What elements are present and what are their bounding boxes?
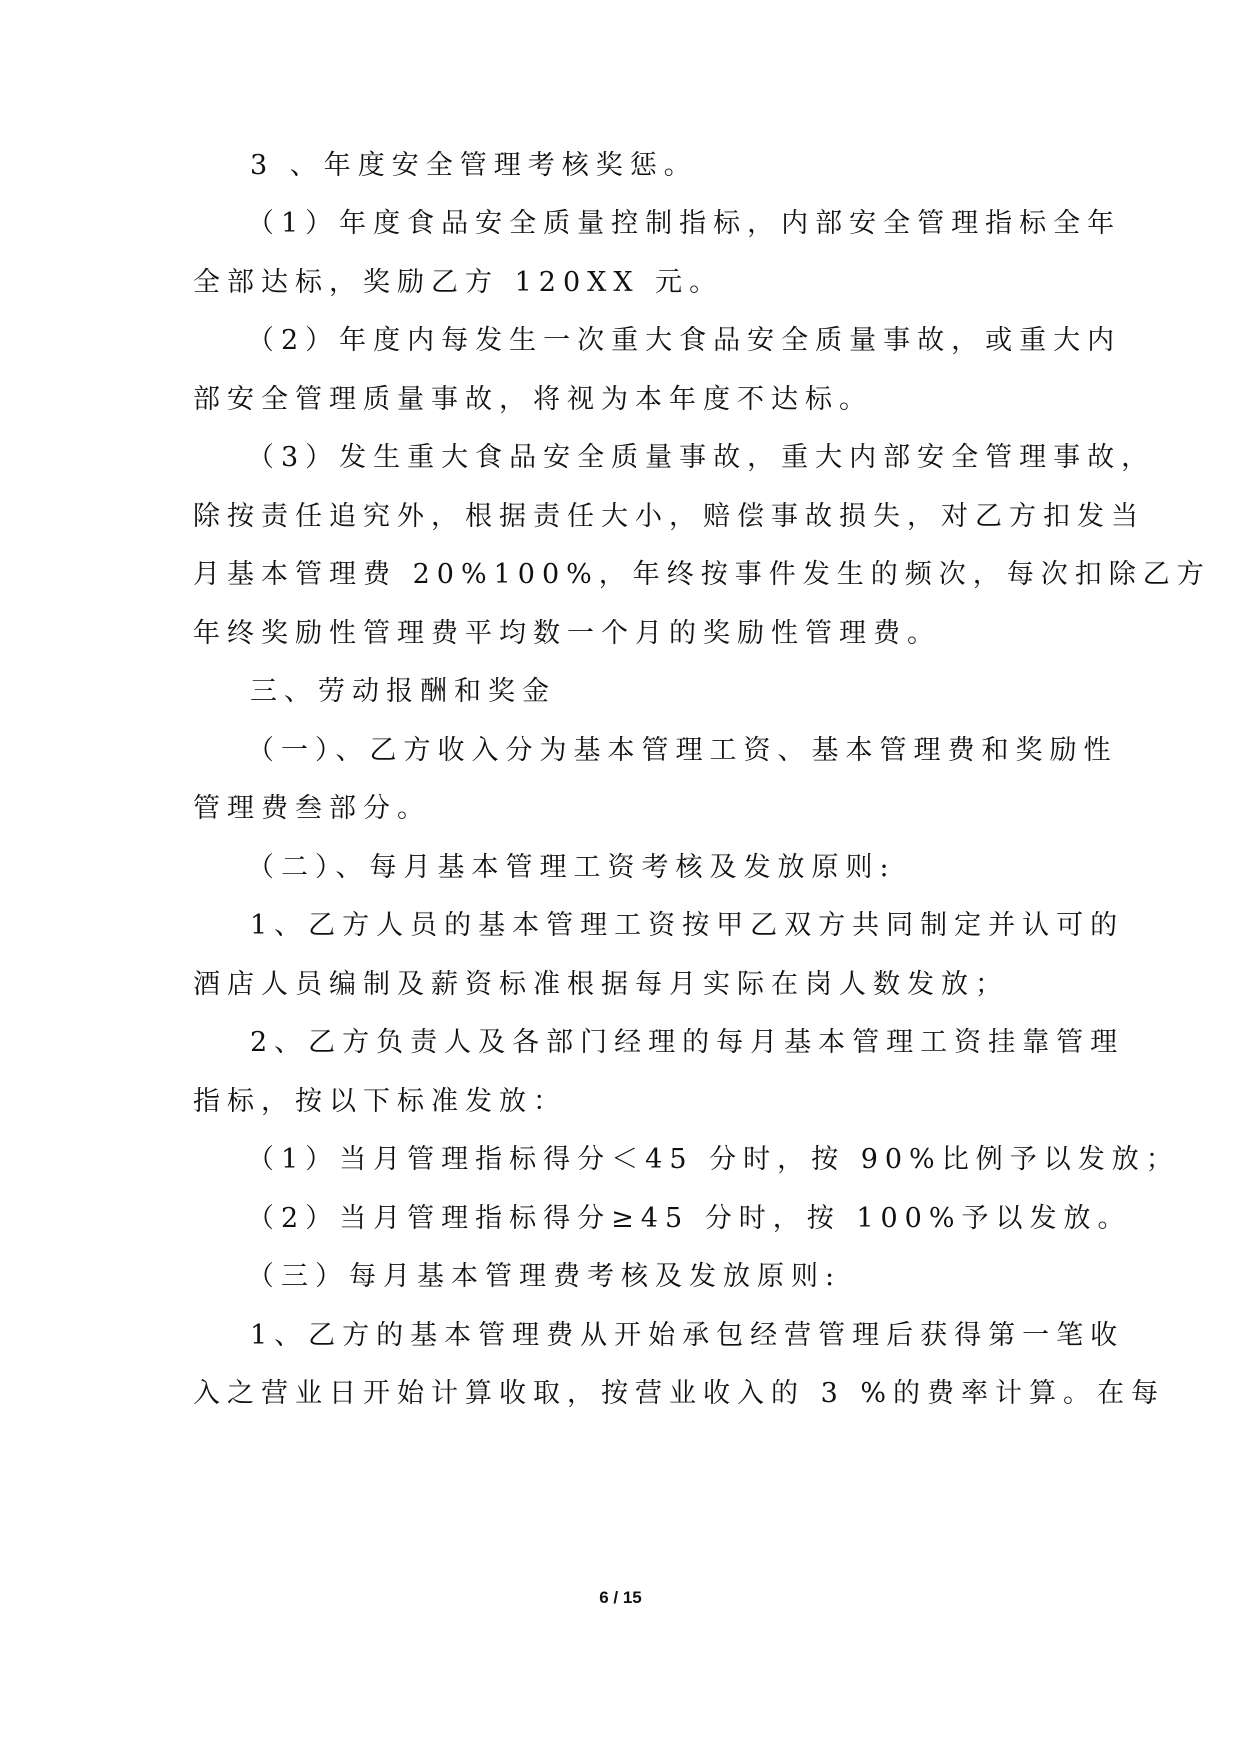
- paragraph-line: （1）年度食品安全质量控制指标，内部安全管理指标全年: [247, 208, 1122, 239]
- paragraph-line: 1、乙方人员的基本管理工资按甲乙双方共同制定并认可的: [250, 910, 1125, 941]
- paragraph-line: 管理费叁部分。: [193, 793, 431, 824]
- paragraph-line: 1、乙方的基本管理费从开始承包经营管理后获得第一笔收: [250, 1320, 1125, 1351]
- paragraph-line: （3）发生重大食品安全质量事故，重大内部安全管理事故，: [247, 442, 1156, 473]
- paragraph-line: 3 、年度安全管理考核奖惩。: [250, 150, 698, 181]
- paragraph-line: 入之营业日开始计算收取，按营业收入的 3 %的费率计算。在每: [193, 1378, 1165, 1409]
- paragraph-line: 2、乙方负责人及各部门经理的每月基本管理工资挂靠管理: [250, 1027, 1125, 1058]
- page-number: 6 / 15: [599, 1588, 642, 1607]
- paragraph-line: （1）当月管理指标得分＜45 分时，按 90%比例予以发放；: [247, 1144, 1180, 1175]
- paragraph-line: 酒店人员编制及薪资标准根据每月实际在岗人数发放；: [193, 969, 1009, 1000]
- paragraph-line: （二）、每月基本管理工资考核及发放原则:: [247, 852, 896, 883]
- paragraph-line: 年终奖励性管理费平均数一个月的奖励性管理费。: [193, 618, 941, 649]
- paragraph-line: （2）当月管理指标得分≥45 分时，按 100%予以发放。: [247, 1203, 1132, 1234]
- paragraph-line: 除按责任追究外，根据责任大小，赔偿事故损失，对乙方扣发当: [193, 501, 1145, 532]
- paragraph-line: （三）每月基本管理费考核及发放原则:: [247, 1261, 842, 1292]
- section-heading: 三、劳动报酬和奖金: [250, 676, 556, 707]
- paragraph-line: 部安全管理质量事故，将视为本年度不达标。: [193, 384, 873, 415]
- paragraph-line: 指标，按以下标准发放：: [193, 1086, 567, 1117]
- paragraph-line: （2）年度内每发生一次重大食品安全质量事故，或重大内: [247, 325, 1122, 356]
- paragraph-line: 月基本管理费 20%100%，年终按事件发生的频次，每次扣除乙方: [193, 559, 1211, 590]
- paragraph-line: 全部达标，奖励乙方 120XX 元。: [193, 267, 724, 298]
- paragraph-line: （一）、乙方收入分为基本管理工资、基本管理费和奖励性: [247, 735, 1118, 766]
